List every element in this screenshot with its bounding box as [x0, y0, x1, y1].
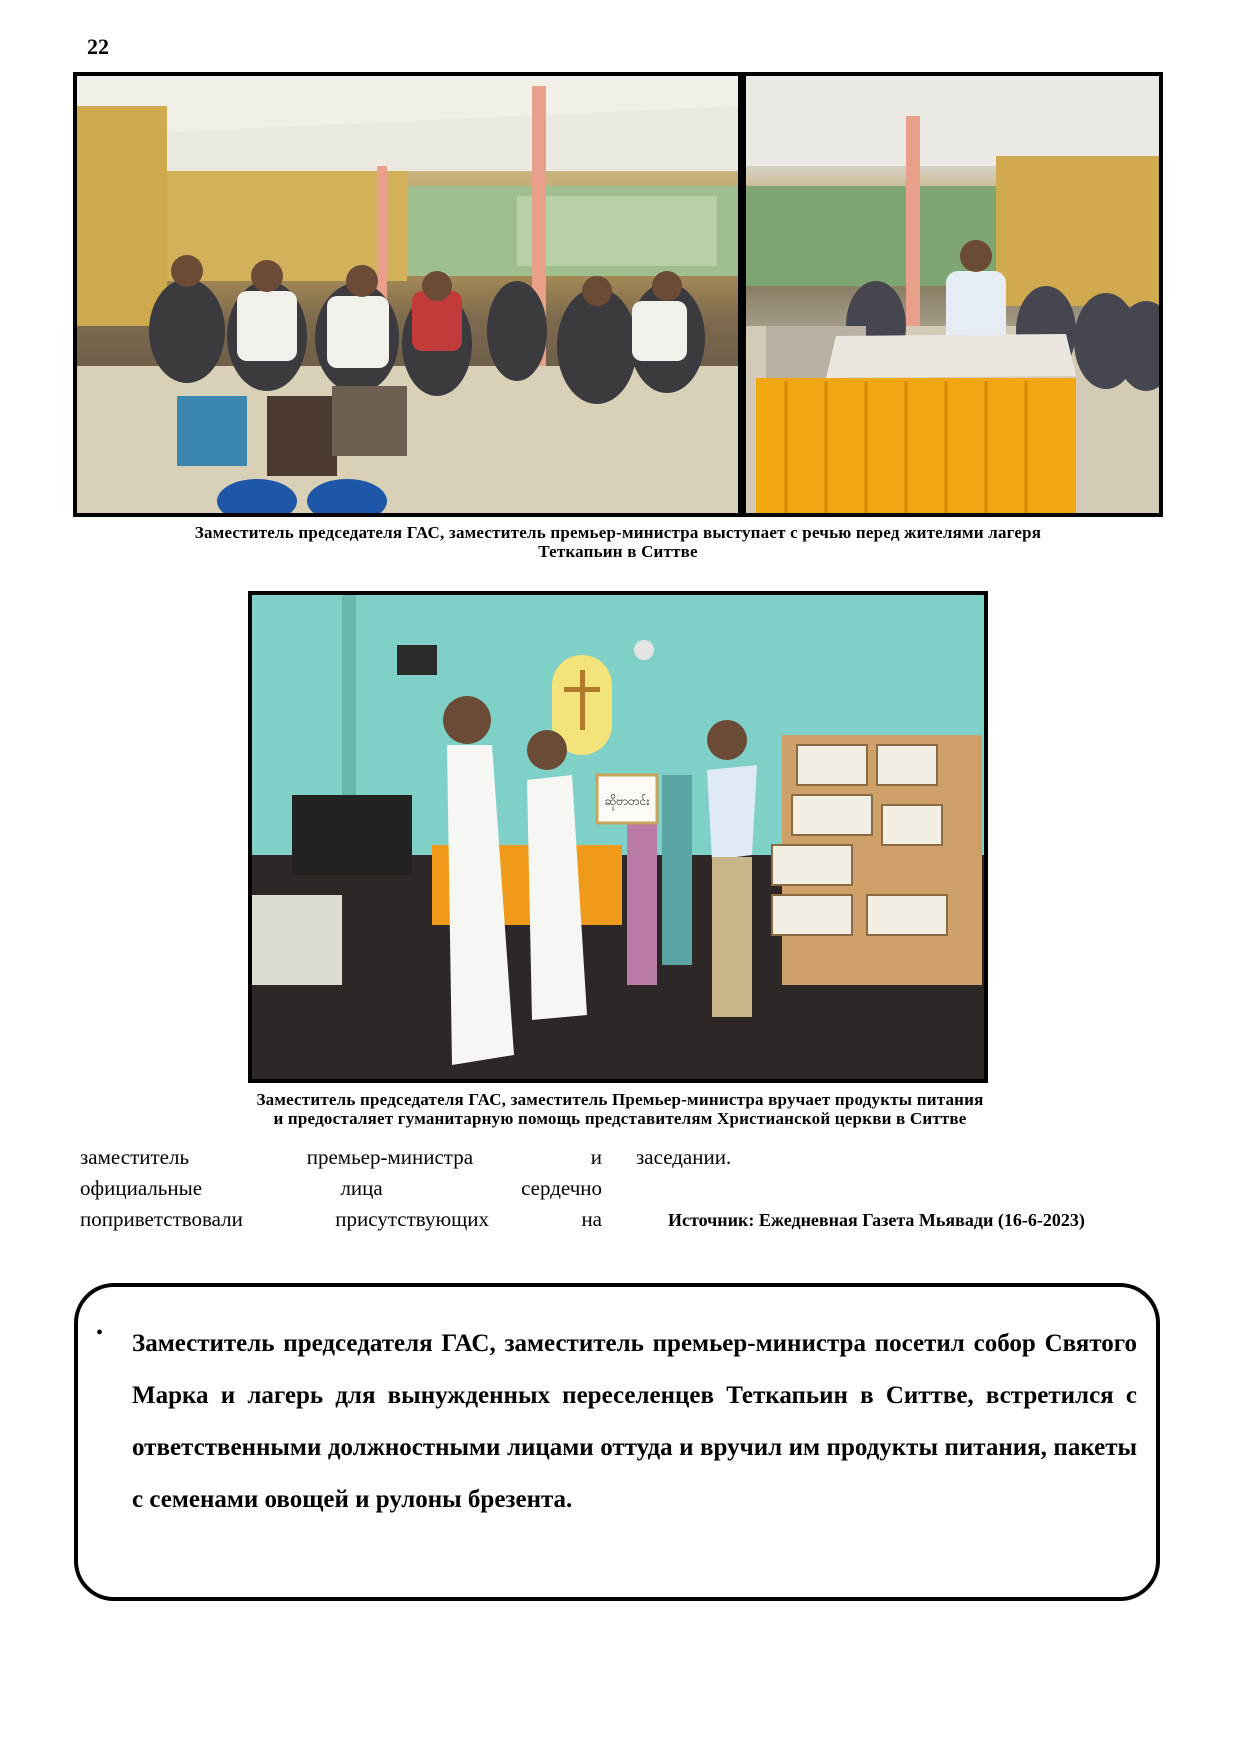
body-word: официальные [80, 1176, 203, 1200]
body-line-3 [80, 1204, 602, 1235]
body-word: сердечно [521, 1176, 602, 1200]
caption-middle-line2: и предосталяет гуманитарную помощь представителям Христианской церкви в Ситтве [273, 1109, 967, 1128]
body-line-1 [80, 1142, 602, 1173]
body-word: заместитель [80, 1145, 190, 1169]
photo-frame-middle [248, 591, 988, 1083]
caption-top [73, 523, 1163, 561]
church-scene [252, 595, 984, 1079]
photo-church-aid-handover [252, 595, 984, 1079]
source-citation: Источник: Ежедневная Газета Мьявади (16-6-2023) [668, 1210, 1085, 1230]
bullet-icon: • [96, 1322, 104, 1344]
body-word: и [590, 1145, 602, 1169]
audience-scene [77, 76, 738, 517]
photo-speaker-at-table [746, 76, 1163, 517]
caption-top-line2: Теткапьин в Ситтве [538, 542, 698, 561]
body-word: присутствующих [335, 1207, 490, 1231]
body-line-2 [80, 1173, 602, 1204]
body-word: на [581, 1207, 602, 1231]
body-word: лица [340, 1176, 383, 1200]
body-word: поприветствовали [80, 1207, 243, 1231]
caption-top-line1: Заместитель председателя ГАС, заместитель премьер-министра выступает с речью перед жителями лагеря [194, 523, 1042, 542]
photo-residents-audience [77, 76, 738, 517]
caption-middle [150, 1090, 1090, 1128]
speaker-scene [746, 76, 1163, 517]
body-left-column [80, 1142, 602, 1235]
page-number: 22 [87, 34, 109, 59]
photo-frame-top [73, 72, 1163, 517]
body-word: премьер-министра [306, 1145, 474, 1169]
body-right-continuation: заседании. [636, 1145, 732, 1169]
summary-callout-text: Заместитель председателя ГАС, заместитель премьер-министра посетил собор Святого Марка и лагерь для вынужденных переселенцев Теткапьин в Ситтве, встретился с ответственными должностными лицами оттуда и вручил им продукты питания, пакеты с семенами овощей и рулоны брезента. [132, 1330, 1137, 1513]
box-sign-text: ဆိုဗာတင်း [604, 794, 650, 808]
caption-middle-line1: Заместитель председателя ГАС, заместитель Премьер-министра вручает продукты питания [256, 1090, 984, 1109]
